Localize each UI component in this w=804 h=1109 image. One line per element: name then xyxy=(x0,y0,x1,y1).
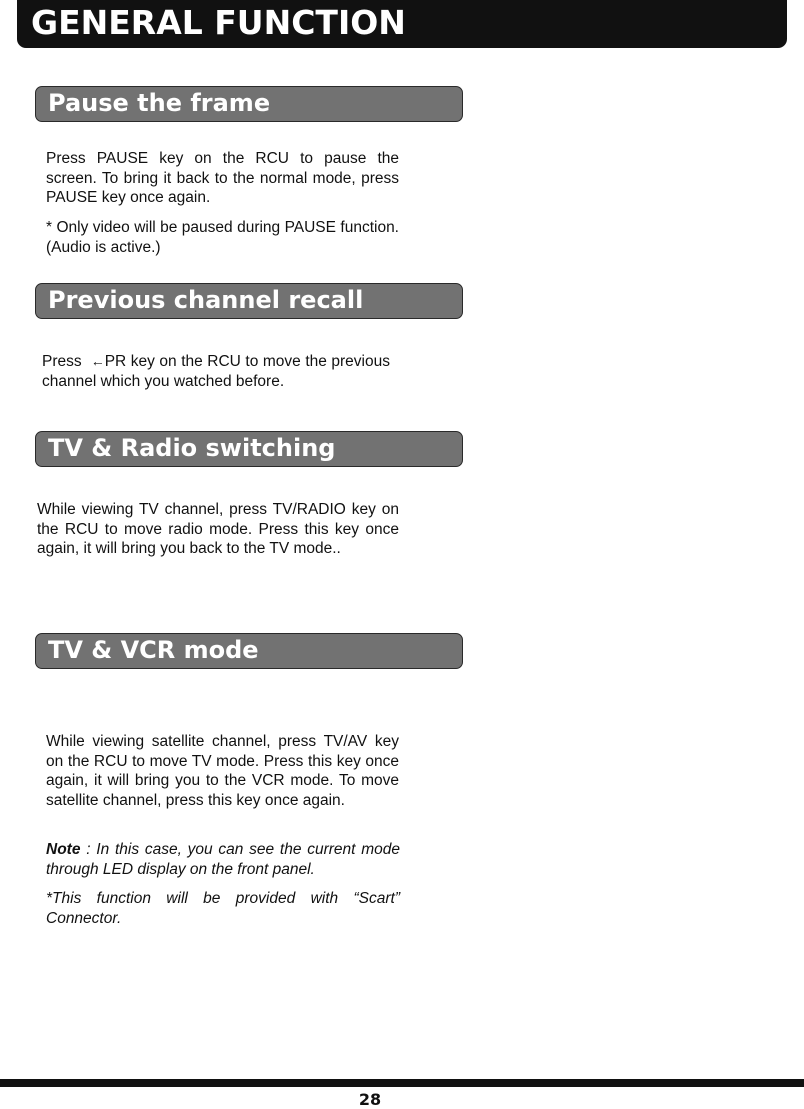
section-title: Pause the frame xyxy=(48,89,271,117)
section-title: Previous channel recall xyxy=(48,286,364,314)
section-title: TV & Radio switching xyxy=(48,434,336,462)
page-number: 28 xyxy=(358,1090,382,1109)
section-title: TV & VCR mode xyxy=(48,636,259,664)
section-header-pause xyxy=(35,86,463,122)
paragraph-note: * Only video will be paused during PAUSE function. (Audio is active.) xyxy=(46,219,399,256)
paragraph-prefix: Press xyxy=(42,353,82,370)
section-header-previous-channel xyxy=(35,283,463,319)
note-text: : In this case, you can see the current mode through LED display on the front panel. xyxy=(46,841,400,878)
paragraph xyxy=(42,352,390,391)
page-header xyxy=(17,0,787,48)
page-title: GENERAL FUNCTION xyxy=(31,3,406,42)
section-header-tv-vcr xyxy=(35,633,463,669)
section-header-tv-radio xyxy=(35,431,463,467)
paragraph-text: PR key on the RCU to move the previous channel which you watched before. xyxy=(42,353,390,390)
paragraph: While viewing satellite channel, press TV/AV key on the RCU to move TV mode. Press this key once again, it will bring you to the VCR mode. To move satellite channel, press this key once again. xyxy=(46,733,399,809)
paragraph: While viewing TV channel, press TV/RADIO key on the RCU to move radio mode. Press this key once again, it will bring you back to the TV mode.. xyxy=(37,501,399,557)
footnote: *This function will be provided with “Scart” Connector. xyxy=(46,890,400,927)
footer-divider xyxy=(0,1079,804,1087)
note xyxy=(46,840,400,879)
paragraph: Press PAUSE key on the RCU to pause the screen. To bring it back to the normal mode, press PAUSE key once again. xyxy=(46,150,399,206)
back-arrow-icon: ← xyxy=(90,353,105,369)
note-label: Note xyxy=(46,841,81,858)
